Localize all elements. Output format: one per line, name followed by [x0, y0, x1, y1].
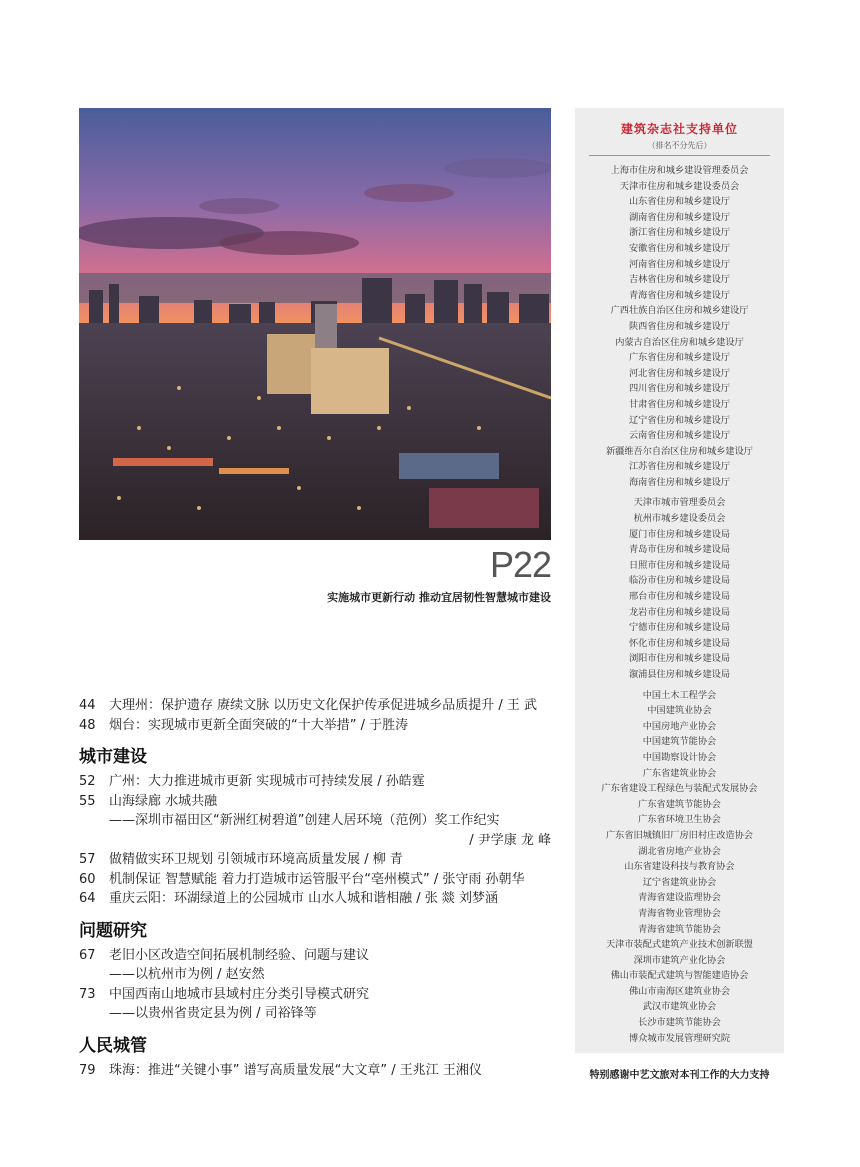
- supporter-org: 青海省住房和城乡建设厅: [628, 289, 731, 301]
- supporter-org: 宁德市住房和城乡建设局: [628, 622, 731, 634]
- supporter-org: 辽宁省住房和城乡建设厅: [628, 414, 731, 426]
- supporter-org: 青海省建筑节能协会: [638, 923, 721, 935]
- supporter-org: 广东省旧城镇旧厂房旧村庄改造协会: [606, 829, 753, 841]
- toc-line: 广州：大力推进城市更新 实现城市可持续发展 / 孙皓霆: [109, 774, 425, 789]
- toc-page-number: 79: [79, 1062, 96, 1078]
- toc-entry[interactable]: [79, 792, 551, 851]
- supporter-org: 甘肃省住房和城乡建设厅: [628, 398, 731, 410]
- toc-line: 机制保证 智慧赋能 着力打造城市运管服平台“亳州模式” / 张守雨 孙朝华: [109, 871, 525, 887]
- toc-page-number: 67: [79, 947, 96, 963]
- supporter-org: 广西壮族自治区住房和城乡建设厅: [610, 305, 749, 317]
- sidebar-title: 建筑杂志社支持单位: [620, 122, 738, 136]
- supporter-org: 内蒙古自治区住房和城乡建设厅: [615, 336, 744, 348]
- supporter-org: 溆浦县住房和城乡建设局: [628, 669, 731, 680]
- toc-line: ——以贵州省贵定县为例 / 司裕锋等: [109, 1006, 317, 1021]
- supporter-org: 云南省住房和城乡建设厅: [628, 430, 731, 442]
- supporter-org: 中国房地产业协会: [642, 720, 717, 732]
- supporter-org: 河北省住房和城乡建设厅: [628, 367, 731, 379]
- supporter-org: 湖北省房地产业协会: [638, 845, 721, 857]
- supporter-org: 中国土木工程学会: [642, 689, 717, 701]
- toc-line: 珠海：推进“关键小事” 谱写高质量发展“大文章” / 王兆江 王湘仪: [109, 1062, 482, 1078]
- section-heading: 城市建设: [79, 747, 147, 767]
- supporter-org: 厦门市住房和城乡建设局: [628, 528, 731, 540]
- toc-byline: / 尹学康 龙 峰: [469, 832, 551, 848]
- supporter-org: 天津市装配式建筑产业技术创新联盟: [606, 939, 753, 951]
- supporter-org: 深圳市建筑产业化协会: [633, 954, 726, 966]
- supporter-org: 安徽省住房和城乡建设厅: [628, 242, 731, 254]
- toc-entry-text: [109, 985, 551, 1024]
- toc-entry[interactable]: [79, 850, 551, 870]
- supporter-org: 中国建筑节能协会: [642, 736, 717, 748]
- supporter-org: 青海省建设监理协会: [638, 892, 721, 904]
- feature-page-number: P22: [489, 544, 551, 585]
- supporter-org: 四川省住房和城乡建设厅: [628, 383, 731, 395]
- supporter-org: 邢台市住房和城乡建设局: [628, 591, 731, 603]
- supporter-org: 青岛市住房和城乡建设局: [628, 544, 731, 556]
- toc-line: 做精做实环卫规划 引领城市环境高质量发展 / 柳 青: [109, 852, 403, 867]
- supporter-org: 江苏省住房和城乡建设厅: [628, 461, 731, 473]
- toc-entry[interactable]: [79, 889, 551, 909]
- supporter-org: 天津市住房和城乡建设委员会: [619, 180, 740, 192]
- supporter-org: 河南省住房和城乡建设厅: [628, 258, 731, 270]
- table-of-contents: [79, 696, 551, 1080]
- supporter-org: 龙岩市住房和城乡建设局: [628, 606, 731, 618]
- toc-page-number: 44: [79, 698, 96, 713]
- supporter-org: 广东省建设工程绿色与装配式发展协会: [601, 783, 758, 795]
- supporter-org: 佛山市装配式建筑与智能建造协会: [610, 970, 749, 982]
- toc-line: ——以杭州市为例 / 赵安然: [109, 967, 265, 982]
- toc-entry[interactable]: [79, 946, 551, 985]
- supporter-group: [575, 163, 784, 490]
- supporter-org: 山东省住房和城乡建设厅: [628, 196, 731, 208]
- thanks-note: 特别感谢中艺文旅对本刊工作的大力支持: [589, 1070, 770, 1081]
- toc-entry-text: [109, 1061, 551, 1081]
- toc-line: ——深圳市福田区“新洲红树碧道”创建人居环境（范例）奖工作纪实: [109, 813, 500, 828]
- supporters-sidebar: [575, 108, 784, 1053]
- toc-page-number: 48: [79, 717, 96, 733]
- toc-page-number: 64: [79, 891, 96, 906]
- supporter-org: 博众城市发展管理研究院: [628, 1032, 731, 1044]
- supporter-org: 广东省住房和城乡建设厅: [628, 352, 731, 364]
- sidebar-subtitle: （排名不分先后）: [647, 141, 712, 150]
- supporter-org: 山东省建设科技与教育协会: [624, 861, 735, 873]
- supporter-org: 青海省物业管理协会: [638, 907, 721, 919]
- toc-entry-text: [109, 946, 551, 985]
- supporter-org: 怀化市住房和城乡建设局: [628, 637, 731, 649]
- supporter-group: [575, 688, 784, 1047]
- supporter-org: 广东省建筑业协会: [642, 767, 717, 779]
- toc-entry[interactable]: [79, 716, 551, 736]
- toc-page-number: 60: [79, 871, 96, 887]
- toc-entry[interactable]: [79, 870, 551, 890]
- supporter-org: 广东省建筑节能协会: [638, 798, 721, 810]
- toc-line: 重庆云阳：环湖绿道上的公园城市 山水人城和谐相融 / 张 燚 刘梦涵: [109, 891, 499, 906]
- section-heading: 问题研究: [79, 920, 147, 941]
- toc-entry-text: [109, 792, 551, 851]
- supporter-org: 临汾市住房和城乡建设局: [628, 575, 731, 587]
- section-heading: 人民城管: [79, 1035, 147, 1056]
- supporter-org: 杭州市城乡建设委员会: [633, 513, 726, 525]
- toc-line: 大理州：保护遗存 赓续文脉 以历史文化保护传承促进城乡品质提升 / 王 武: [109, 698, 538, 713]
- cover-photo: [79, 108, 551, 540]
- supporter-org: 中国勘察设计协会: [642, 751, 717, 763]
- toc-line: 中国西南山地城市县域村庄分类引导模式研究: [109, 986, 370, 1002]
- supporter-org: 长沙市建筑节能协会: [638, 1017, 721, 1029]
- supporter-org: 浏阳市住房和城乡建设局: [628, 653, 731, 665]
- sidebar-divider: [589, 155, 770, 156]
- supporter-org: 浙江省住房和城乡建设厅: [628, 227, 731, 239]
- toc-page-number: 57: [79, 852, 96, 867]
- supporter-org: 天津市城市管理委员会: [633, 497, 726, 509]
- toc-line: 老旧小区改造空间拓展机制经验、问题与建议: [109, 947, 370, 963]
- toc-entry[interactable]: [79, 985, 551, 1024]
- supporter-org: 上海市住房和城乡建设管理委员会: [610, 165, 749, 176]
- supporter-org: 佛山市南海区建筑业协会: [628, 985, 731, 997]
- toc-page-number: 52: [79, 774, 96, 789]
- supporter-org: 湖南省住房和城乡建设厅: [628, 211, 731, 223]
- supporter-org: 武汉市建筑业协会: [642, 1001, 717, 1013]
- feature-title: 实施城市更新行动 推动宜居韧性智慧城市建设: [327, 591, 551, 604]
- supporter-group: [575, 495, 784, 682]
- toc-entry[interactable]: [79, 696, 551, 716]
- supporter-org: 新疆维吾尔自治区住房和城乡建设厅: [606, 445, 753, 457]
- toc-entry-text: [109, 716, 551, 736]
- supporter-org: 海南省住房和城乡建设厅: [628, 476, 731, 488]
- toc-entry[interactable]: [79, 1061, 551, 1081]
- supporter-org: 中国建筑业协会: [647, 705, 712, 717]
- supporter-org: 辽宁省建筑业协会: [642, 876, 717, 888]
- toc-page-number: 55: [79, 793, 96, 809]
- toc-entry-text: [109, 696, 551, 716]
- toc-entry-text: [109, 850, 551, 870]
- toc-entry-text: [109, 870, 551, 890]
- supporter-list: [575, 163, 784, 1046]
- toc-entry[interactable]: [79, 772, 551, 792]
- toc-page-number: 73: [79, 986, 96, 1002]
- supporter-org: 吉林省住房和城乡建设厅: [628, 274, 731, 286]
- toc-entry-text: [109, 772, 551, 792]
- supporter-org: 日照市住房和城乡建设局: [628, 559, 731, 571]
- toc-line: 山海绿廊 水城共融: [109, 793, 218, 809]
- toc-line: 烟台：实现城市更新全面突破的“十大举措” / 于胜涛: [109, 717, 409, 733]
- supporter-org: 广东省环境卫生协会: [638, 814, 721, 826]
- supporter-org: 陕西省住房和城乡建设厅: [628, 320, 731, 332]
- toc-entry-text: [109, 889, 551, 909]
